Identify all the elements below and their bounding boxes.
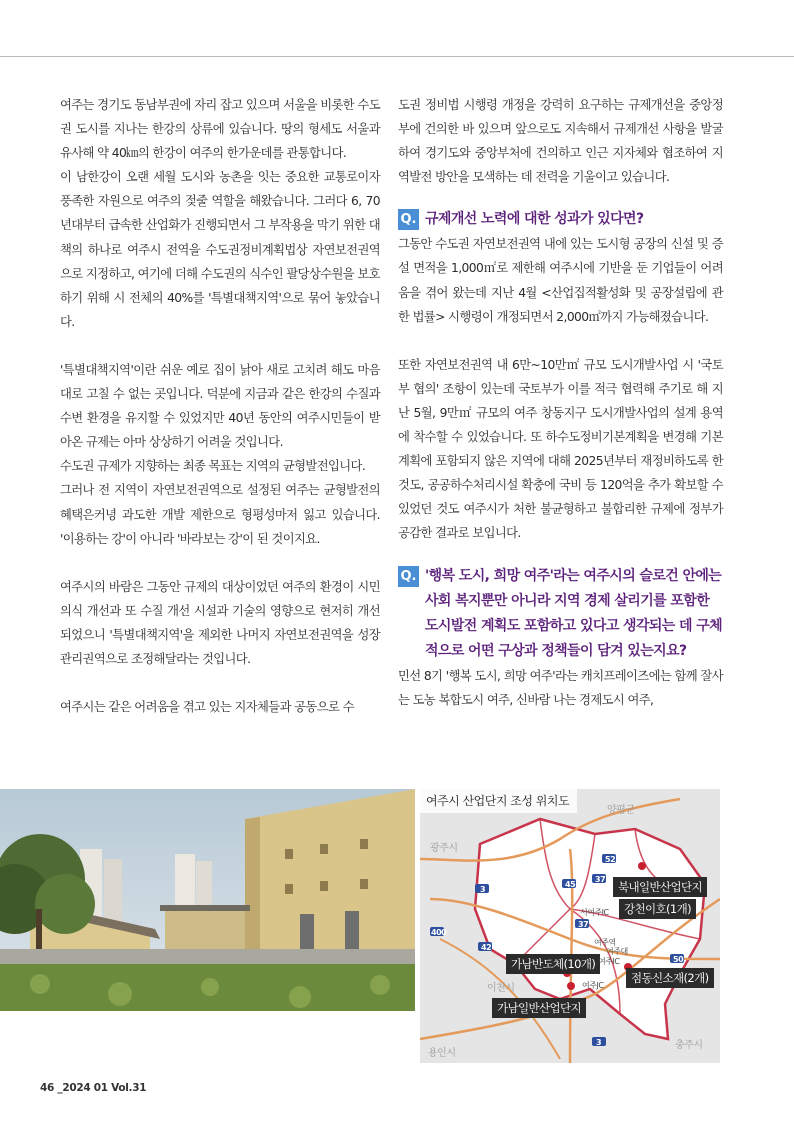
paragraph: 그동안 수도권 자연보전권역 내에 있는 도시형 공장의 신설 및 증설 면적을 1,000㎡로 제한해 여주시에 기반을 둔 기업들이 어려움을 겪어 왔는데 지난 4월 <산업집적활성화 및 공장설립에 관한 법률> 시행령이 개정되면서 2,000㎡까지 가능해졌습니다. [398,237,723,324]
industrial-complex-map [420,789,720,1063]
route-number: 50 [673,955,684,964]
region-label: 양평군 [607,805,635,816]
route-number: 52 [605,855,616,864]
region-label: 이천시 [487,983,515,994]
paragraph: 수도권 규제가 지향하는 최종 목표는 지역의 균형발전입니다. [60,459,366,474]
question-2 [398,564,723,664]
paragraph: 민선 8기 '행복 도시, 희망 여주'라는 캐치프레이즈에는 함께 잘사는 도농 복합도시 여주, 신바람 나는 경제도시 여주, [398,668,723,707]
paragraph: 여주시의 바람은 그동안 규제의 대상이었던 여주의 환경이 시민 의식 개선과 또 수질 개선 시설과 기술의 영향으로 현저히 개선되었으니 '특별대책지역'을 제외한 나머지 자연보전권역을 성장관리권역으로 조정해달라는 것입니다. [60,579,380,666]
paragraph: 도권 정비법 시행령 개정을 강력히 요구하는 규제개선을 중앙정부에 건의한 바 있으며 앞으로도 지속해서 규제개선 사항을 발굴하여 경기도와 중앙부처에 건의하고 인근 지자체와 협조하여 지역발전 방안을 모색하는 데 전력을 기울이고 있습니다. [398,98,723,185]
header-rule [0,56,794,57]
question-badge: Q. [398,209,419,230]
place-label: 여주IC [598,957,620,966]
page-number: 46 _2024 01 Vol.31 [40,1082,147,1094]
place-label: 서여주IC [580,908,609,917]
paragraph: 여주는 경기도 동남부권에 자리 잡고 있으며 서울을 비롯한 수도권 도시를 지나는 한강의 상류에 있습니다. 땅의 형세도 서울과 유사해 약 40㎞의 한강이 여주의 한가운데를 관통합니다. [60,98,380,161]
map-graphic [420,789,720,1063]
question-text: '행복 도시, 희망 여주'라는 여주시의 슬로건 안에는 사회 복지뿐만 아니라 지역 경제 살리기를 포함한 도시발전 계획도 포함하고 있다고 생각되는 데 구체적으로 어떤 구상과 정책들이 담겨 있는지요? [425,567,723,659]
place-label: 여주역 [594,938,616,947]
paragraph: 이 남한강이 오랜 세월 도시와 농촌을 잇는 중요한 교통로이자 풍족한 자원으로 여주의 젖줄 역할을 해왔습니다. 그러다 6, 70년대부터 급속한 산업화가 진행되면서 그 부작용을 막기 위한 대책의 하나로 여주시 전역을 수도권정비계획법상 자연보전권역으로 지정하고, 여기에 더해 수도권의 식수인 팔당상수원을 보호하기 위해 시 전체의 40%를 '특별대책지역'으로 묶어 놓았습니다. [60,170,380,329]
site-label: 가남반도체(10개) [506,954,600,974]
site-label: 북내일반산업단지 [613,877,707,897]
paragraph: '특별대책지역'이란 쉬운 예로 집이 낡아 새로 고치려 해도 마음대로 고칠 수 없는 곳입니다. 덕분에 지금과 같은 한강의 수질과 수변 환경을 유지할 수 있었지만 40년 동안의 여주시민들이 받아온 규제는 아마 상상하기 어려울 것입니다. [60,362,380,450]
region-label: 광주시 [430,843,458,854]
factory-illustration [0,789,415,1011]
right-column [398,93,723,712]
route-number: 45 [565,880,576,889]
question-text: 규제개선 노력에 대한 성과가 있다면? [425,211,644,228]
route-number: 42 [481,943,492,952]
site-label: 점동신소재(2개) [626,968,714,988]
map-title: 여주시 산업단지 조성 위치도 [420,789,577,813]
route-number: 37 [578,920,589,929]
paragraph: 그러나 전 지역이 자연보전권역으로 설정된 여주는 균형발전의 혜택은커녕 과도한 개발 제한으로 형평성마저 잃고 있습니다. '이용하는 강'이 아니라 '바라보는 강'이 된 것이지요. [60,483,380,546]
site-label: 가남일반산업단지 [492,998,586,1018]
site-label: 강천이호(1개) [619,899,696,919]
route-number: 400 [431,928,447,937]
left-column [60,93,380,719]
region-label: 용인시 [428,1048,456,1059]
place-label: 여주대 [606,947,628,956]
route-number: 3 [596,1038,602,1047]
factory-photo [0,789,415,1011]
route-number: 37 [595,875,606,884]
region-label: 충주시 [675,1040,703,1051]
place-label: 여주JC [582,981,604,990]
route-number: 3 [480,885,486,894]
paragraph: 여주시는 같은 어려움을 겪고 있는 지자체들과 공동으로 수 [60,700,354,715]
question-badge: Q. [398,566,419,587]
paragraph: 또한 자연보전권역 내 6만~10만㎡ 규모 도시개발사업 시 '국토부 협의' 조항이 있는데 국토부가 이를 적극 협력해 주기로 해 지난 5월, 9만㎡ 규모의 여주 창동지구 도시개발사업의 설계 용역에 착수할 수 있었습니다. 또 하수도정비기본계획을 변경해 기본계획에 포함되지 않은 지역에 대해 2025년부터 재정비하도록 한 것도, 공공하수처리시설 확충에 국비 등 120억을 추가 확보할 수 있었던 것도 여주시가 처한 불균형하고 불합리한 규제에 정부가 공감한 결과로 보입니다. [398,357,723,541]
question-1 [398,207,723,232]
